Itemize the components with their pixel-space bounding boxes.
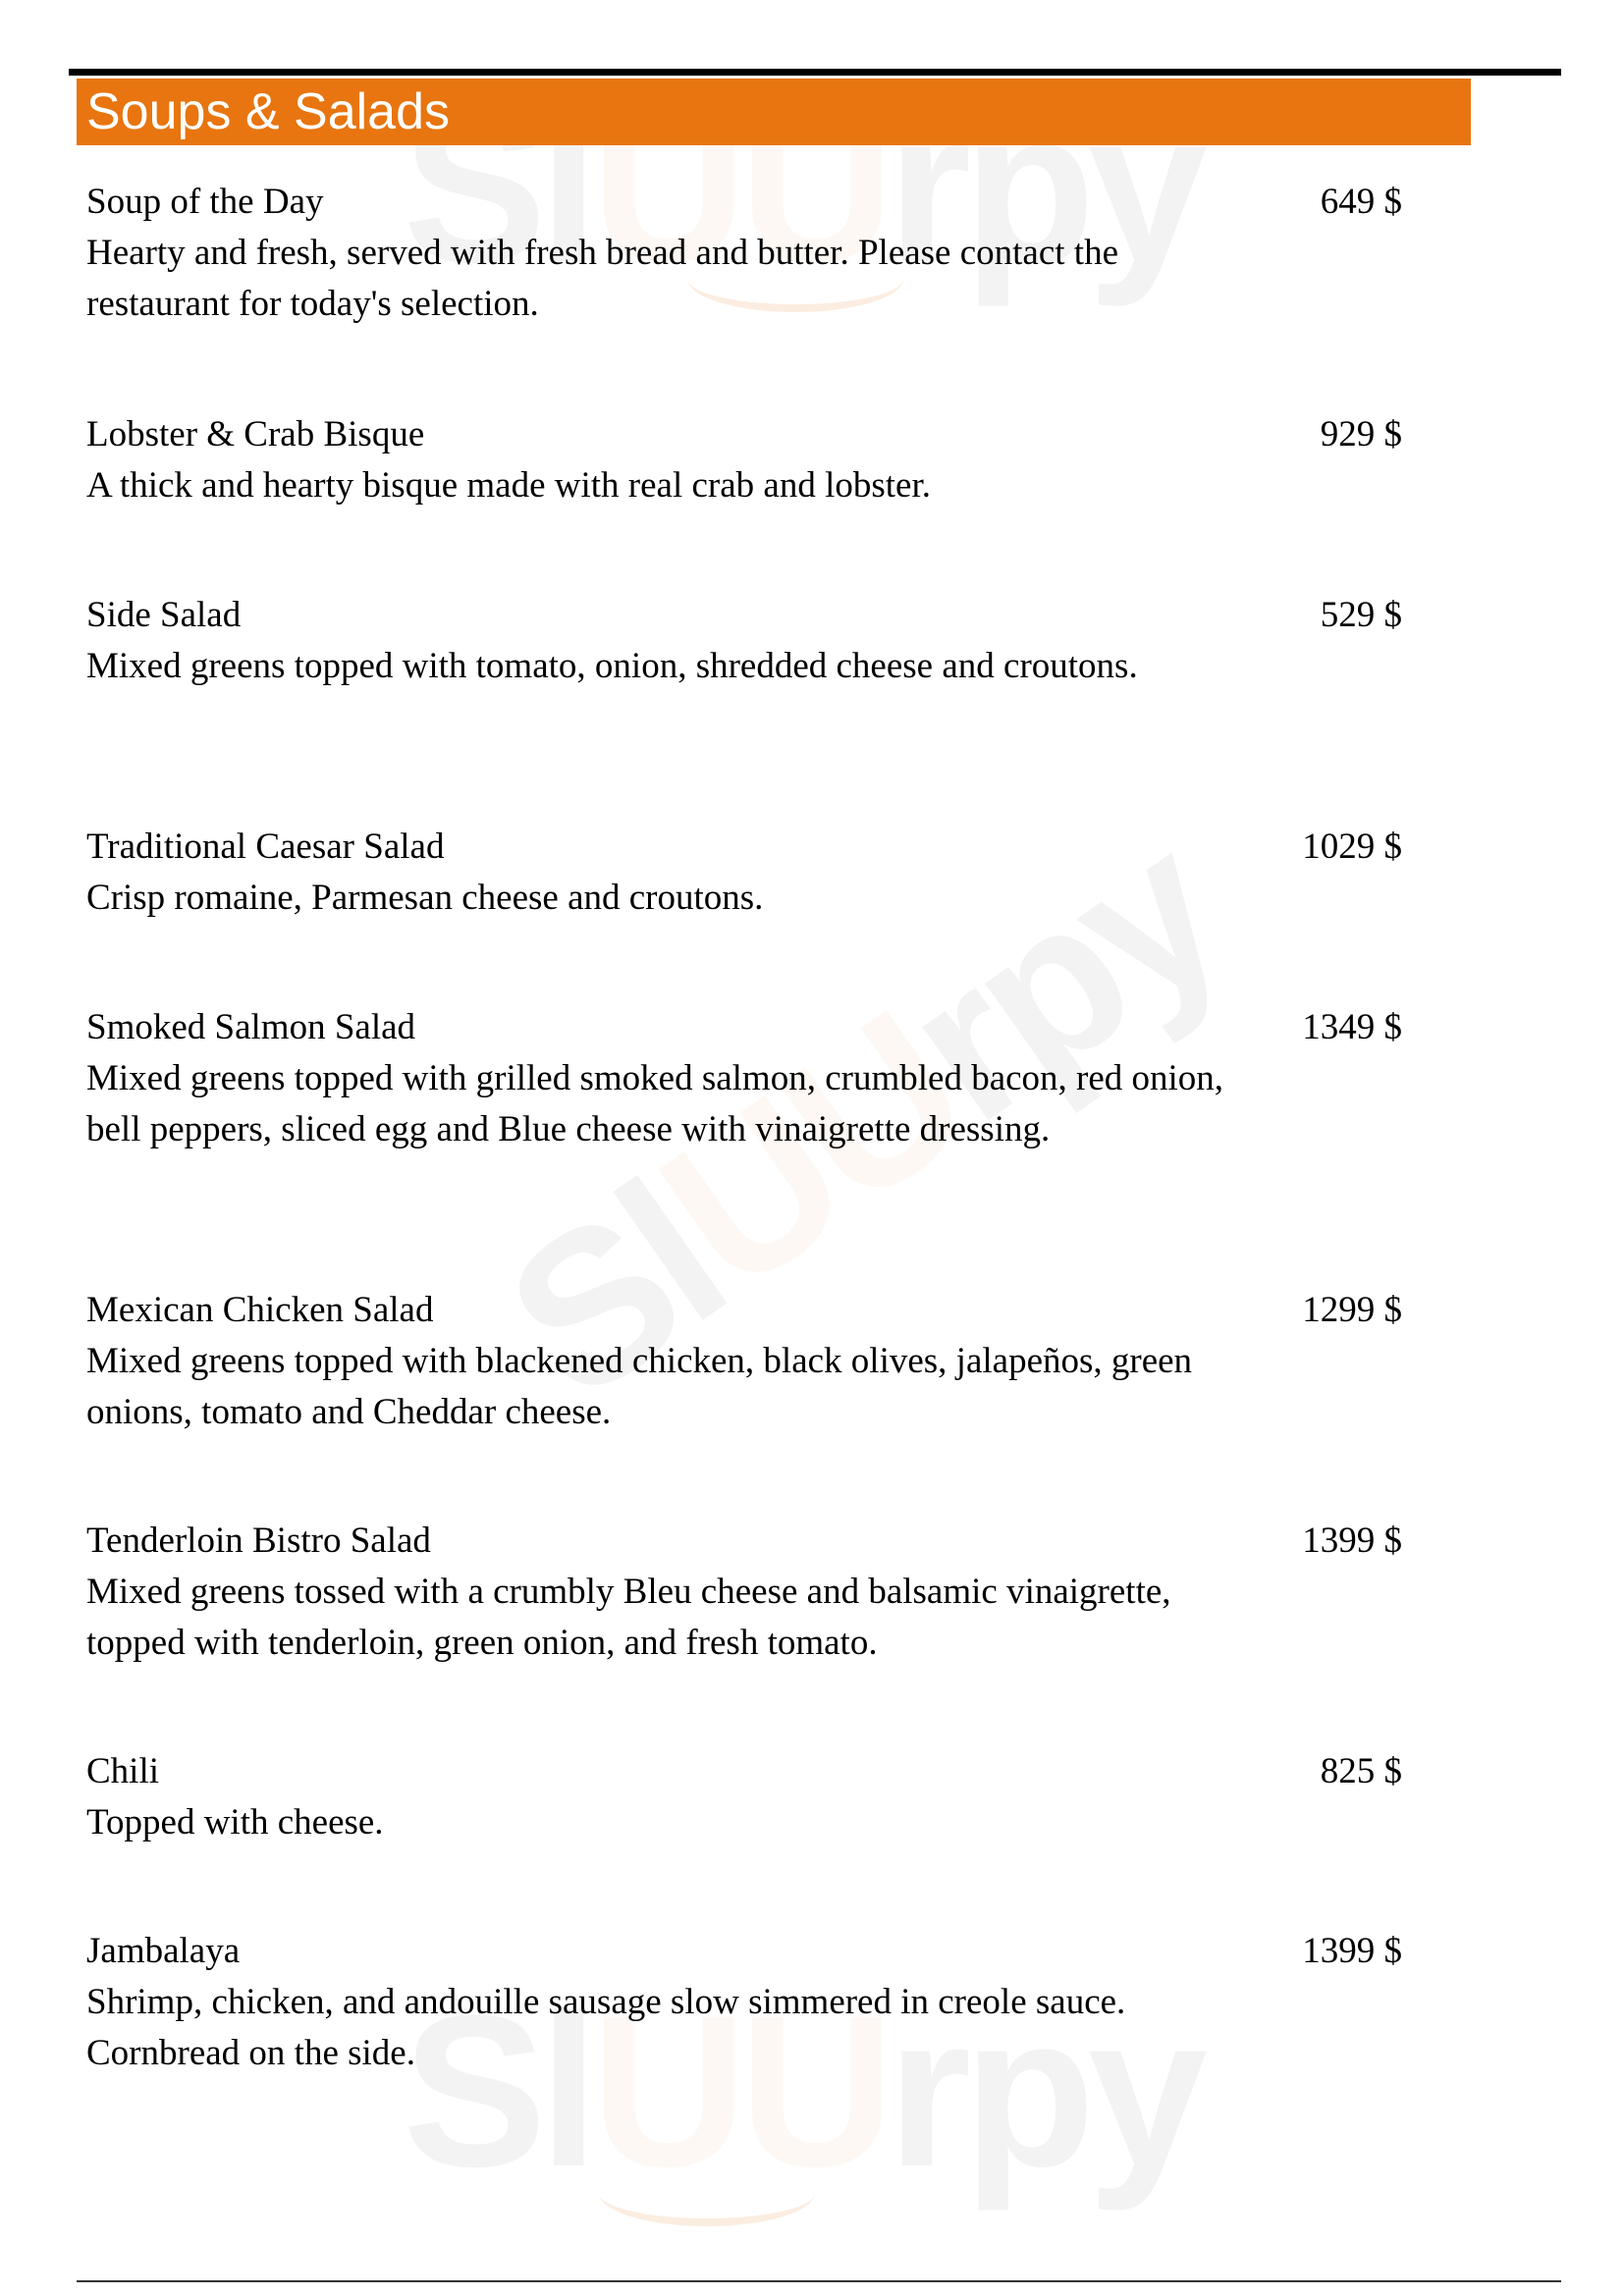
watermark-swoosh bbox=[599, 2160, 815, 2226]
item-description: Hearty and fresh, served with fresh bread and butter. Please contact the restaurant for today's selection. bbox=[86, 233, 1119, 324]
item-description: Shrimp, chicken, and andouille sausage slow simmered in creole sauce. Cornbread on the side. bbox=[86, 1982, 1126, 2073]
item-price: 529 $ bbox=[1320, 595, 1402, 635]
item-name: Lobster & Crab Bisque bbox=[86, 414, 425, 454]
item-price: 649 $ bbox=[1320, 182, 1402, 222]
item-price: 1399 $ bbox=[1302, 1931, 1402, 1971]
menu-item bbox=[86, 1746, 1402, 1848]
item-name: Soup of the Day bbox=[86, 182, 324, 222]
menu-item bbox=[86, 590, 1402, 692]
item-price: 1349 $ bbox=[1302, 1007, 1402, 1047]
menu-item bbox=[86, 409, 1402, 511]
item-name: Chili bbox=[86, 1751, 160, 1791]
item-description: Mixed greens topped with tomato, onion, shredded cheese and croutons. bbox=[86, 646, 1138, 686]
item-price: 929 $ bbox=[1320, 414, 1402, 454]
item-description: Crisp romaine, Parmesan cheese and croutons. bbox=[86, 878, 764, 918]
menu-item bbox=[86, 1285, 1402, 1438]
item-name: Side Salad bbox=[86, 595, 242, 635]
item-description: Mixed greens tossed with a crumbly Bleu cheese and balsamic vinaigrette, topped with tenderloin, green onion, and fresh tomato. bbox=[86, 1572, 1171, 1663]
menu-item bbox=[86, 1516, 1402, 1669]
item-name: Mexican Chicken Salad bbox=[86, 1290, 434, 1330]
item-price: 1299 $ bbox=[1302, 1290, 1402, 1330]
item-description: Mixed greens topped with blackened chicken, black olives, jalapeños, green onions, tomato and Cheddar cheese. bbox=[86, 1341, 1193, 1432]
top-rule bbox=[69, 69, 1561, 76]
menu-item bbox=[86, 177, 1402, 330]
item-name: Jambalaya bbox=[86, 1931, 241, 1971]
menu-item bbox=[86, 1926, 1402, 2079]
item-price: 1399 $ bbox=[1302, 1521, 1402, 1561]
menu-item bbox=[86, 822, 1402, 924]
menu-item bbox=[86, 1002, 1402, 1155]
item-price: 825 $ bbox=[1320, 1751, 1402, 1791]
item-name: Smoked Salmon Salad bbox=[86, 1007, 416, 1047]
item-description: A thick and hearty bisque made with real crab and lobster. bbox=[86, 465, 931, 506]
item-description: Mixed greens topped with grilled smoked salmon, crumbled bacon, red onion, bell peppers, sliced egg and Blue cheese with vinaigrette dressing. bbox=[86, 1058, 1224, 1149]
item-name: Tenderloin Bistro Salad bbox=[86, 1521, 431, 1561]
item-name: Traditional Caesar Salad bbox=[86, 827, 445, 867]
item-description: Topped with cheese. bbox=[86, 1802, 384, 1842]
bottom-rule bbox=[77, 2280, 1561, 2282]
item-price: 1029 $ bbox=[1302, 827, 1402, 867]
section-header: Soups & Salads bbox=[77, 79, 1471, 145]
